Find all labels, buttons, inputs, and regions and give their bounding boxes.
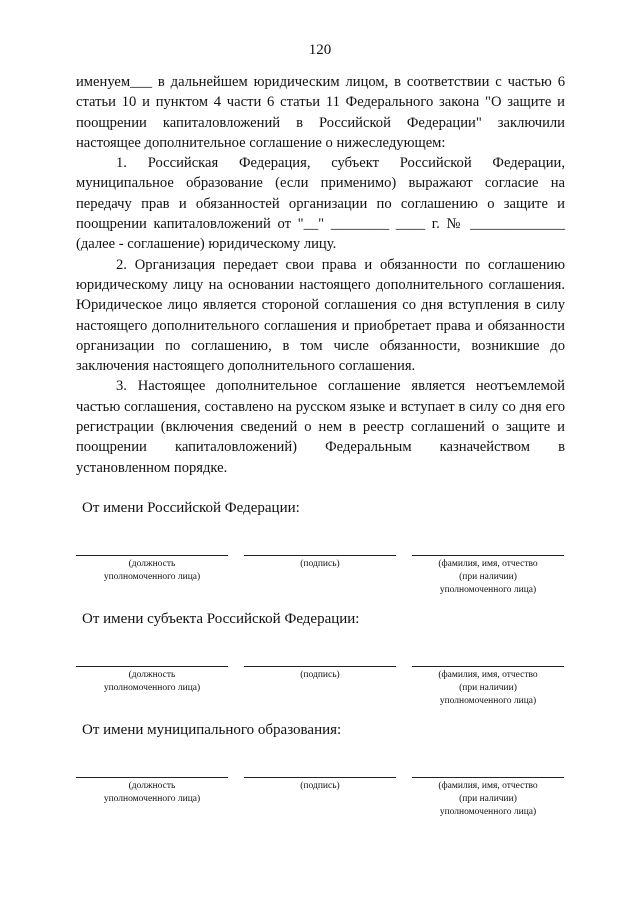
- position-caption: (должность уполномоченного лица): [103, 781, 201, 804]
- full-name-caption: (фамилия, имя, отчество (при наличии) уполномоченного лица): [438, 670, 538, 706]
- paragraph-1: 1. Российская Федерация, субъект Российской Федерации, муниципальное образование (если применимо) выражают согласие на передачу прав и обязанностей организации по соглашению о защите и поощрении капиталовложений от "__" ________ ____ г. № _____________ (далее - соглашение) юридическому лицу.: [76, 155, 565, 253]
- position-caption: (должность уполномоченного лица): [103, 670, 201, 693]
- signature-block-heading: От имени субъекта Российской Федерации:: [82, 611, 360, 627]
- full-name-signature-line: [412, 555, 564, 556]
- signature-caption: (подпись): [300, 781, 340, 791]
- signature-block-heading: От имени муниципального образования:: [82, 722, 342, 738]
- signature-caption: (подпись): [300, 559, 340, 569]
- paragraph-intro: именуем___ в дальнейшем юридическим лицом, в соответствии с частью 6 статьи 10 и пунктом 4 части 6 статьи 11 Федерального закона "О защите и поощрении капиталовложений в Российской Федерации" заключили настоящее дополнительное соглашение о нижеследующем:: [76, 74, 565, 151]
- position-signature-line: [76, 777, 228, 778]
- signature-line: [244, 777, 396, 778]
- full-name-caption: (фамилия, имя, отчество (при наличии) уполномоченного лица): [438, 781, 538, 817]
- position-caption: (должность уполномоченного лица): [103, 559, 201, 582]
- position-signature-line: [76, 666, 228, 667]
- position-signature-line: [76, 555, 228, 556]
- page-number: 120: [308, 42, 332, 58]
- full-name-signature-line: [412, 777, 564, 778]
- paragraph-3: 3. Настоящее дополнительное соглашение является неотъемлемой частью соглашения, составлено на русском языке и вступает в силу со дня его регистрации (включения сведений о нем в реестр соглашений о защите и поощрении капиталовложений) Федеральным казначейством в установленном порядке.: [76, 378, 565, 476]
- signature-block-heading: От имени Российской Федерации:: [82, 500, 300, 516]
- full-name-signature-line: [412, 666, 564, 667]
- document-body: [76, 72, 565, 478]
- signature-line: [244, 555, 396, 556]
- signature-line: [244, 666, 396, 667]
- paragraph-2: 2. Организация передает свои права и обязанности по соглашению юридическому лицу на основании настоящего дополнительного соглашения. Юридическое лицо является стороной соглашения со дня вступления в силу настоящего дополнительного соглашения и приобретает права и обязанности организации по соглашению, в том числе обязанности, возникшие до заключения настоящего дополнительного соглашения.: [76, 256, 565, 375]
- full-name-caption: (фамилия, имя, отчество (при наличии) уполномоченного лица): [438, 559, 538, 595]
- signature-caption: (подпись): [300, 670, 340, 680]
